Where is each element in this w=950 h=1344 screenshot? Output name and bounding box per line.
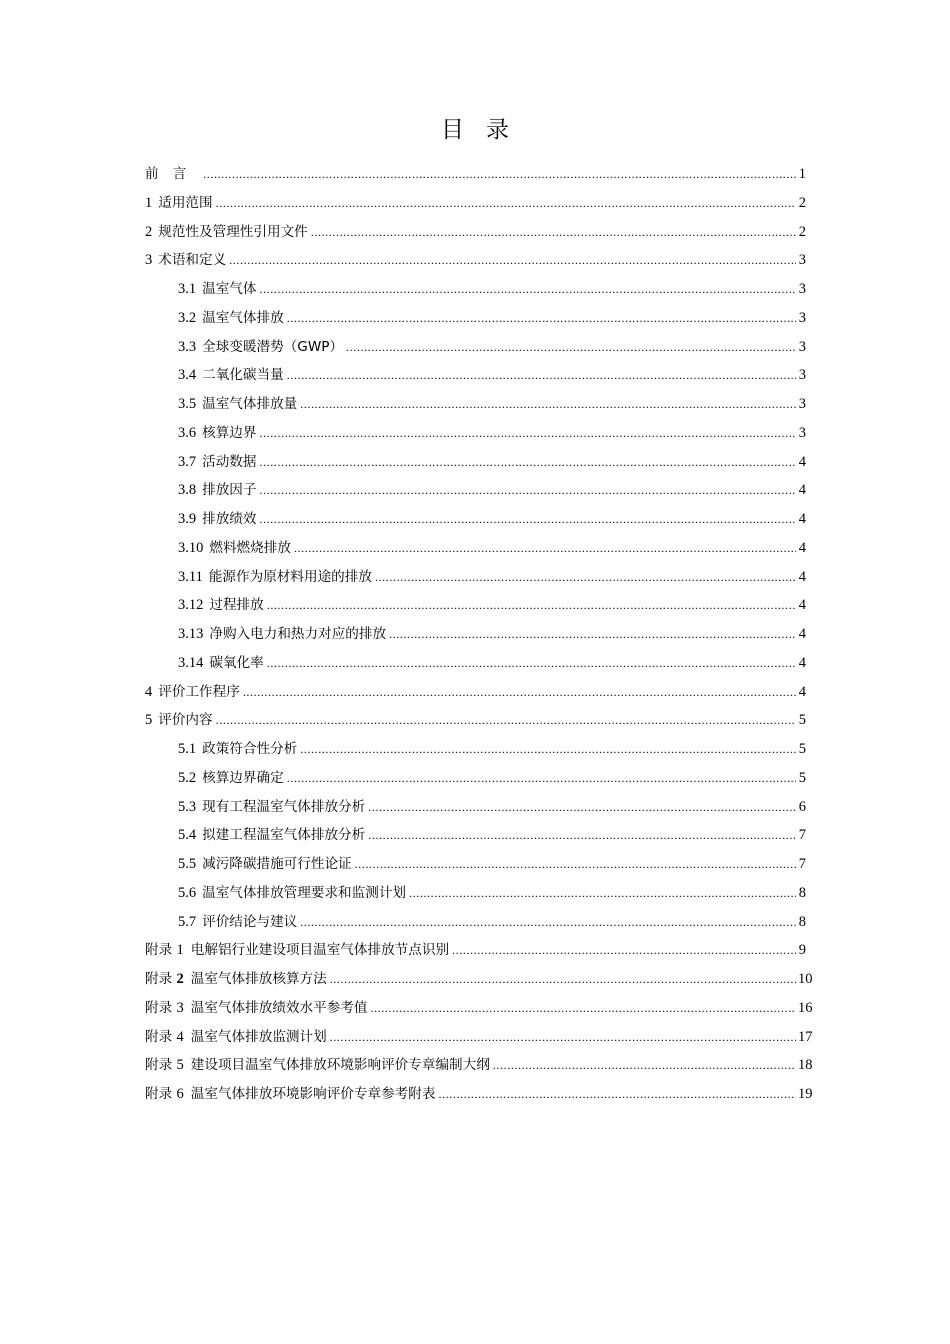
toc-entry-title: 二氧化碳当量	[202, 367, 284, 384]
toc-entry-number: 3.4	[178, 367, 197, 384]
toc-entry[interactable]	[145, 1023, 813, 1052]
toc-entry-title: 减污降碳措施可行性论证	[202, 856, 352, 872]
toc-entry-title: 建设项目温室气体排放环境影响评价专章编制大纲	[190, 1057, 490, 1074]
toc-entry-page-number: 3	[798, 396, 806, 412]
toc-entry-number: 5.4	[178, 827, 197, 844]
toc-entry-page-number: 7	[798, 827, 806, 844]
toc-entry[interactable]	[145, 821, 806, 850]
toc-entry-page-number: 16	[798, 999, 813, 1016]
toc-entry-page-number: 4	[798, 597, 806, 614]
toc-entry-number: 3.7	[178, 453, 197, 470]
toc-entry[interactable]	[145, 908, 806, 937]
dot-leader	[493, 1051, 796, 1080]
dot-leader	[243, 678, 796, 707]
toc-entry-title: 前言	[145, 166, 201, 182]
toc-entry-page-number: 5	[798, 712, 806, 729]
toc-entry-page-number: 4	[798, 654, 806, 671]
dot-leader	[287, 764, 796, 793]
toc-entry-page-number: 5	[798, 769, 806, 786]
dot-leader	[368, 793, 796, 822]
toc-entry[interactable]	[145, 218, 806, 247]
toc-entry[interactable]	[145, 620, 806, 649]
toc-entry-number: 附录 4	[145, 1028, 184, 1045]
toc-entry-page-number: 8	[798, 913, 806, 930]
toc-entry-number: 5.7	[178, 913, 197, 930]
toc-entry-page-number: 7	[798, 856, 806, 872]
toc-entry-page-number: 4	[798, 453, 806, 470]
dot-leader	[203, 160, 796, 189]
toc-entry-page-number: 3	[798, 309, 806, 326]
toc-entry-page-number: 1	[798, 166, 806, 182]
toc-entry-title: 能源作为原材料用途的排放	[208, 568, 372, 585]
toc-entry-title: 拟建工程温室气体排放分析	[202, 827, 366, 844]
toc-entry-title: 温室气体排放监测计划	[190, 1028, 327, 1045]
toc-entry-page-number: 3	[798, 338, 806, 355]
toc-entry-title: 评价内容	[158, 712, 213, 729]
dot-leader	[260, 275, 797, 304]
toc-entry-title: 温室气体排放核算方法	[190, 971, 327, 987]
dot-leader	[355, 850, 796, 879]
dot-leader	[370, 994, 796, 1023]
toc-entry[interactable]	[145, 706, 806, 735]
dot-leader	[267, 591, 796, 620]
toc-entry-title: 核算边界	[202, 424, 257, 441]
toc-entry-number: 2	[145, 223, 153, 240]
toc-entry-page-number: 2	[798, 194, 806, 211]
dot-leader	[452, 936, 796, 965]
toc-entry-number: 5.5	[178, 856, 197, 872]
toc-entry-page-number: 4	[798, 626, 806, 642]
toc-entry-number: 3.6	[178, 424, 197, 441]
toc-entry-page-number: 4	[798, 511, 806, 527]
toc-entry-number: 附录 6	[145, 1086, 184, 1102]
toc-entry-number: 附录 1	[145, 942, 184, 959]
toc-entry[interactable]	[145, 333, 806, 362]
toc-entry-page-number: 3	[798, 252, 806, 269]
toc-entry-title: 术语和定义	[158, 252, 227, 269]
toc-entry-number: 3	[145, 252, 153, 269]
toc-entry-page-number: 18	[798, 1057, 813, 1074]
toc-entry-title: 核算边界确定	[202, 769, 284, 786]
toc-entry-title: 电解铝行业建设项目温室气体排放节点识别	[190, 942, 450, 959]
toc-entry-number: 3.8	[178, 482, 197, 499]
toc-entry-title: 过程排放	[209, 597, 264, 614]
toc-entry-page-number: 8	[798, 884, 806, 901]
toc-entry[interactable]	[145, 275, 806, 304]
toc-entry-page-number: 17	[798, 1028, 813, 1045]
toc-entry[interactable]	[145, 879, 806, 908]
toc-entry-title: 燃料燃烧排放	[209, 539, 291, 556]
toc-entry-number: 附录 3	[145, 999, 184, 1016]
dot-leader	[260, 419, 797, 448]
dot-leader	[368, 821, 796, 850]
toc-entry-title: 规范性及管理性引用文件	[158, 223, 308, 240]
toc-entry-title: 碳氧化率	[209, 654, 264, 671]
dot-leader	[409, 879, 796, 908]
dot-leader	[294, 534, 796, 563]
toc-entry[interactable]	[145, 591, 806, 620]
toc-entry-number: 3.5	[178, 396, 197, 412]
dot-leader	[229, 246, 796, 275]
toc-entry-page-number: 9	[798, 942, 806, 959]
toc-entry-number: 1	[145, 194, 153, 211]
dot-leader	[267, 649, 796, 678]
toc-entry-number: 3.2	[178, 309, 197, 326]
dot-leader	[438, 1080, 796, 1109]
toc-entry-page-number: 3	[798, 424, 806, 441]
toc-title: 目录	[441, 117, 531, 143]
toc-entry-number: 5.1	[178, 741, 197, 757]
toc-entry-number: 5.2	[178, 769, 197, 786]
dot-leader	[287, 361, 796, 390]
toc-entry-number: 3.13	[178, 626, 204, 642]
toc-entry-page-number: 4	[798, 482, 806, 499]
toc-entry-number: 附录 5	[145, 1057, 184, 1074]
toc-entry[interactable]	[145, 850, 806, 879]
toc-entry-title: 排放绩效	[202, 511, 257, 527]
toc-entry[interactable]	[145, 649, 806, 678]
toc-entry-title: 温室气体排放量	[202, 396, 298, 412]
dot-leader	[260, 505, 797, 534]
toc-entry-page-number: 4	[798, 683, 806, 700]
toc-entry[interactable]	[145, 361, 806, 390]
dot-leader	[389, 620, 796, 649]
toc-entry-number: 3.3	[178, 338, 197, 355]
toc-entry[interactable]	[145, 448, 806, 477]
toc-entry[interactable]	[145, 735, 806, 764]
toc-entry-title: 现有工程温室气体排放分析	[202, 798, 366, 815]
toc-entry[interactable]	[145, 390, 806, 419]
toc-entry-number: 附录 2	[145, 971, 184, 987]
toc-entry[interactable]	[145, 189, 806, 218]
toc-entry-title: 温室气体排放管理要求和监测计划	[202, 884, 407, 901]
toc-entry[interactable]	[145, 505, 806, 534]
toc-entry-number: 3.12	[178, 597, 204, 614]
toc-entry-title: 排放因子	[202, 482, 257, 499]
toc-entry[interactable]	[145, 1051, 813, 1080]
toc-entry-title: 温室气体排放环境影响评价专章参考附表	[190, 1086, 436, 1102]
toc-entry[interactable]	[145, 304, 806, 333]
toc-entry[interactable]	[145, 994, 813, 1023]
toc-entry-title: 评价结论与建议	[202, 913, 298, 930]
toc-entry-page-number: 4	[798, 539, 806, 556]
toc-entry-page-number: 3	[798, 281, 806, 297]
dot-leader	[300, 908, 796, 937]
dot-leader	[287, 304, 796, 333]
toc-entry[interactable]	[145, 246, 806, 275]
toc-entry-number: 3.14	[178, 654, 204, 671]
toc-entry[interactable]	[145, 678, 806, 707]
toc-entry-page-number: 4	[798, 568, 806, 585]
toc-entry[interactable]	[145, 764, 806, 793]
toc-entry-number: 3.11	[178, 568, 203, 585]
toc-entry-number: 5.3	[178, 798, 197, 815]
toc-entry-number: 3.10	[178, 539, 204, 556]
toc-entry[interactable]	[145, 965, 813, 994]
table-of-contents	[145, 160, 813, 1109]
toc-entry-number: 5	[145, 712, 153, 729]
toc-entry-number: 3.1	[178, 281, 197, 297]
toc-entry[interactable]	[145, 419, 806, 448]
toc-entry-title: 评价工作程序	[158, 683, 240, 700]
toc-entry-title: 政策符合性分析	[202, 741, 298, 757]
toc-entry[interactable]	[145, 1080, 813, 1109]
dot-leader	[216, 706, 796, 735]
toc-entry-page-number: 10	[798, 971, 813, 987]
toc-entry-page-number: 6	[798, 798, 806, 815]
toc-entry-title: 全球变暖潜势（GWP）	[202, 338, 344, 355]
toc-entry-number: 3.9	[178, 511, 197, 527]
toc-entry[interactable]	[145, 936, 806, 965]
dot-leader	[346, 333, 796, 362]
dot-leader	[375, 563, 796, 592]
toc-entry-page-number: 19	[798, 1086, 813, 1102]
toc-entry[interactable]	[145, 534, 806, 563]
dot-leader	[311, 218, 796, 247]
toc-entry-title: 活动数据	[202, 453, 257, 470]
toc-entry[interactable]	[145, 476, 806, 505]
dot-leader	[330, 965, 796, 994]
toc-entry[interactable]	[145, 563, 806, 592]
toc-entry-title: 净购入电力和热力对应的排放	[209, 626, 387, 642]
dot-leader	[216, 189, 796, 218]
dot-leader	[300, 390, 796, 419]
toc-entry-title: 温室气体排放	[202, 309, 284, 326]
toc-entry[interactable]	[145, 793, 806, 822]
toc-entry[interactable]	[145, 160, 806, 189]
dot-leader	[300, 735, 796, 764]
toc-entry-page-number: 3	[798, 367, 806, 384]
toc-entry-number: 4	[145, 683, 153, 700]
toc-entry-title: 温室气体	[202, 281, 257, 297]
toc-entry-title: 适用范围	[158, 194, 213, 211]
dot-leader	[260, 476, 797, 505]
toc-entry-page-number: 5	[798, 741, 806, 757]
toc-entry-page-number: 2	[798, 223, 806, 240]
dot-leader	[330, 1023, 796, 1052]
toc-entry-title: 温室气体排放绩效水平参考值	[190, 999, 368, 1016]
toc-entry-number: 5.6	[178, 884, 197, 901]
dot-leader	[260, 448, 797, 477]
